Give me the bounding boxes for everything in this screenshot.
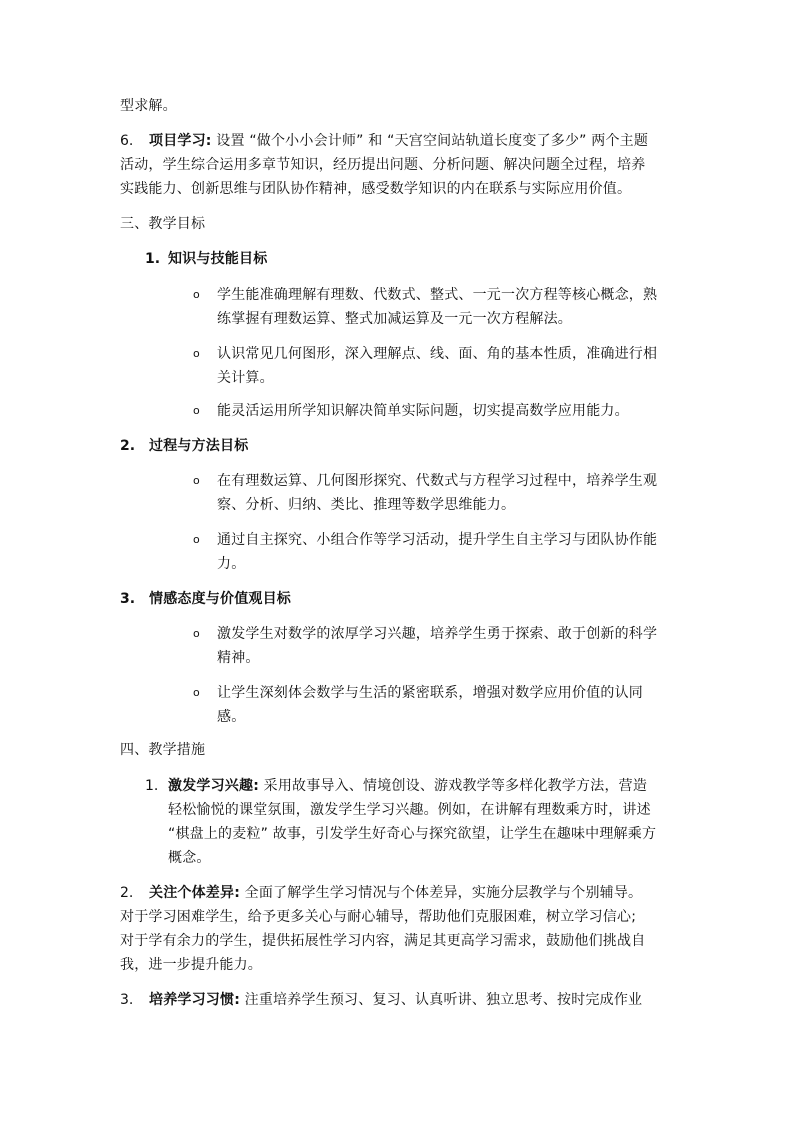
bullet-icon: o — [193, 288, 200, 301]
text-line: 轻松愉悦的课堂氛围，激发学生学习兴趣。例如，在讲解有理数乘方时，讲述 — [168, 802, 651, 818]
text-line: 激发学生对数学的浓厚学习兴趣，培养学生勇于探索、敢于创新的科学 — [217, 626, 658, 642]
section-heading: 四、教学措施 — [120, 742, 206, 758]
text-line — [149, 129, 648, 153]
text-line: 练掌握有理数运算、整式加减运算及一元一次方程解法。 — [217, 311, 572, 327]
bullet-icon: o — [193, 533, 200, 546]
text-line: 概念。 — [168, 850, 211, 866]
list-number: 1. — [145, 251, 161, 267]
text-line: 我，进一步提升能力。 — [120, 957, 262, 973]
text-line: 力。 — [217, 556, 246, 572]
text-line: 型求解。 — [120, 98, 177, 114]
text-line: 对于学习困难学生，给予更多关心与耐心辅导，帮助他们克服困难，树立学习信心; — [120, 909, 637, 925]
item-label: 培养学习习惯: — [149, 992, 240, 1008]
section-heading: 三、教学目标 — [120, 216, 206, 232]
text-line: 学生能准确理解有理数、代数式、整式、一元一次方程等核心概念，熟 — [217, 287, 658, 303]
text-line: 实践能力、创新思维与团队协作精神，感受数学知识的内在联系与实际应用价值。 — [120, 181, 632, 197]
list-number: 6. — [120, 133, 134, 149]
bullet-icon: o — [193, 474, 200, 487]
list-number: 3. — [120, 591, 136, 607]
text-line: 认识常见几何图形，深入理解点、线、面、角的基本性质，准确进行相 — [217, 346, 658, 362]
bullet-icon: o — [193, 686, 200, 699]
text-line: 精神。 — [217, 650, 260, 666]
list-number: 2. — [120, 438, 136, 454]
item-label: 激发学习兴趣: — [168, 778, 259, 794]
text-line — [149, 881, 642, 905]
text-line: 察、分析、归纳、类比、推理等数学思维能力。 — [217, 497, 516, 513]
subsection-heading: 过程与方法目标 — [149, 438, 249, 454]
item-text: 注重培养学生预习、复习、认真听讲、独立思考、按时完成作业 — [244, 992, 643, 1008]
text-line: 能灵活运用所学知识解决简单实际问题，切实提高数学应用能力。 — [217, 403, 629, 419]
text-line: 让学生深刻体会数学与生活的紧密联系，增强对数学应用价值的认同 — [217, 685, 643, 701]
bullet-icon: o — [193, 404, 200, 417]
text-line: 在有理数运算、几何图形探究、代数式与方程学习过程中，培养学生观 — [217, 473, 658, 489]
item-label: 关注个体差异: — [149, 885, 240, 901]
text-line: 感。 — [217, 709, 246, 725]
text-line: 对于学有余力的学生，提供拓展性学习内容，满足其更高学习需求，鼓励他们挑战自 — [120, 933, 646, 949]
item-text: 设置 “做个小小会计师” 和 “天宫空间站轨道长度变了多少” 两个主题 — [216, 133, 649, 149]
text-line: 通过自主探究、小组合作等学习活动，提升学生自主学习与团队协作能 — [217, 532, 658, 548]
text-line: 关计算。 — [217, 370, 274, 386]
item-label: 项目学习: — [149, 133, 212, 149]
item-text: 采用故事导入、情境创设、游戏教学等多样化教学方法，营造 — [263, 778, 648, 794]
list-number: 3. — [120, 992, 134, 1008]
text-line: 活动，学生综合运用多章节知识，经历提出问题、分析问题、解决问题全过程，培养 — [120, 157, 646, 173]
text-line — [149, 988, 642, 1012]
list-number: 2. — [120, 885, 134, 901]
list-number: 1. — [145, 778, 159, 794]
subsection-heading: 知识与技能目标 — [168, 251, 268, 267]
item-text: 全面了解学生学习情况与个体差异，实施分层教学与个别辅导。 — [244, 885, 643, 901]
subsection-heading: 情感态度与价值观目标 — [149, 591, 291, 607]
bullet-icon: o — [193, 347, 200, 360]
bullet-icon: o — [193, 627, 200, 640]
text-line — [168, 774, 647, 798]
text-line: “棋盘上的麦粒” 故事，引发学生好奇心与探究欲望，让学生在趣味中理解乘方 — [168, 826, 657, 842]
